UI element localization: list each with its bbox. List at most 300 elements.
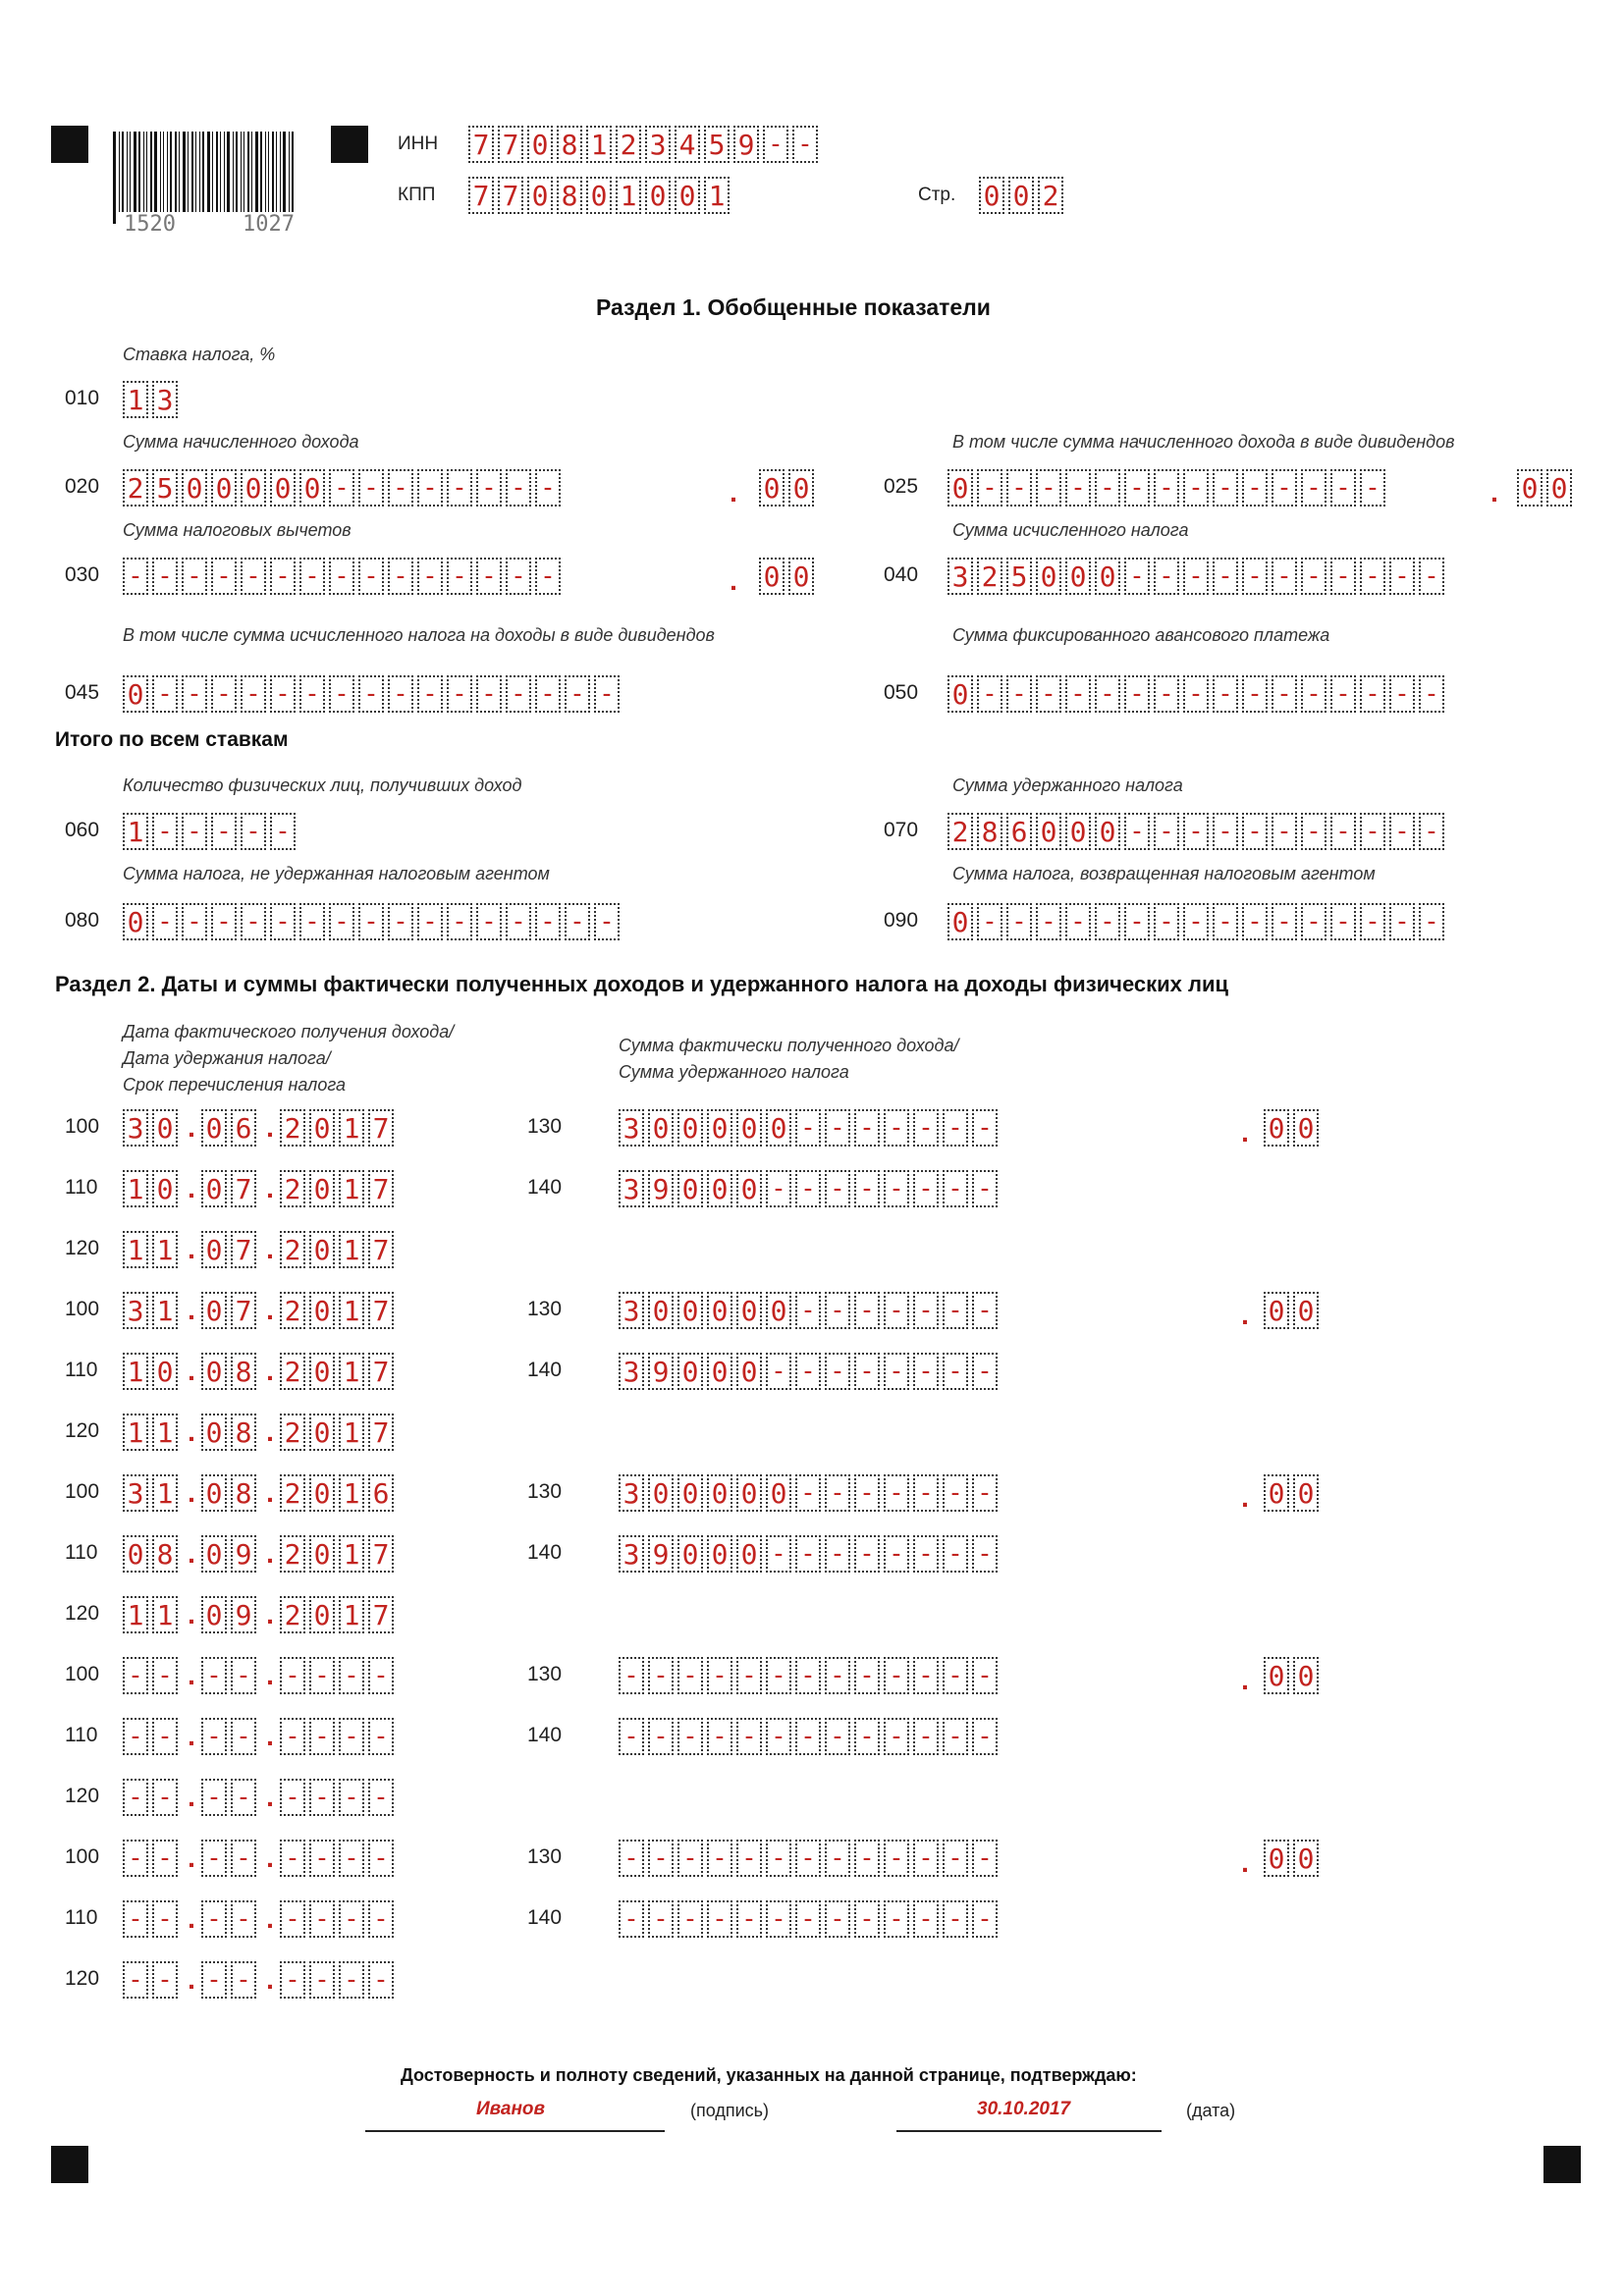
form-cell[interactable]: - <box>943 1900 968 1938</box>
form-cell[interactable]: - <box>1389 558 1415 595</box>
form-cell[interactable]: - <box>707 1900 732 1938</box>
date-cell[interactable]: - <box>368 1840 394 1877</box>
form-cell[interactable]: - <box>1036 469 1061 507</box>
form-cell[interactable]: - <box>736 1900 762 1938</box>
date-cell[interactable]: 7 <box>368 1535 394 1573</box>
date-cell[interactable]: - <box>123 1779 148 1816</box>
form-cell[interactable]: - <box>1124 558 1150 595</box>
form-cell[interactable]: - <box>299 558 325 595</box>
page-number-field[interactable] <box>979 177 1067 214</box>
date-cell[interactable]: 0 <box>201 1231 227 1268</box>
date-cell[interactable]: 0 <box>201 1353 227 1390</box>
form-cell[interactable]: 0 <box>677 1353 703 1390</box>
form-cell[interactable]: - <box>535 469 561 507</box>
form-cell[interactable]: - <box>1301 469 1326 507</box>
form-cell[interactable]: - <box>270 813 296 850</box>
date-cell[interactable]: 0 <box>309 1474 335 1512</box>
form-cell[interactable]: - <box>972 1109 998 1147</box>
form-cell[interactable]: - <box>1154 469 1179 507</box>
form-cell[interactable]: - <box>1124 903 1150 940</box>
form-cell[interactable]: - <box>388 903 413 940</box>
form-cell[interactable]: - <box>766 1718 791 1755</box>
form-cell[interactable]: - <box>1242 469 1268 507</box>
form-cell[interactable]: - <box>884 1900 909 1938</box>
form-cell[interactable]: - <box>677 1840 703 1877</box>
date-field-120[interactable] <box>123 1414 398 1451</box>
form-cell[interactable]: - <box>388 469 413 507</box>
form-cell[interactable]: - <box>648 1718 674 1755</box>
form-cell[interactable]: - <box>535 675 561 713</box>
form-cell[interactable]: - <box>1154 903 1179 940</box>
form-cell[interactable]: 3 <box>947 558 973 595</box>
form-cell[interactable]: - <box>358 469 384 507</box>
form-cell[interactable]: 0 <box>707 1109 732 1147</box>
date-cell[interactable]: - <box>231 1657 256 1694</box>
date-cell[interactable]: - <box>152 1961 178 1999</box>
date-value[interactable]: 30.10.2017 <box>977 2099 1071 2119</box>
date-cell[interactable]: 2 <box>280 1353 305 1390</box>
form-cell[interactable]: - <box>943 1535 968 1573</box>
date-cell[interactable]: 1 <box>123 1170 148 1207</box>
form-cell[interactable]: - <box>329 469 354 507</box>
form-cell[interactable]: - <box>884 1292 909 1329</box>
form-cell[interactable]: - <box>1213 903 1238 940</box>
form-cell[interactable]: - <box>211 558 237 595</box>
date-cell[interactable]: 1 <box>339 1170 364 1207</box>
date-field-120[interactable] <box>123 1596 398 1633</box>
form-cell[interactable]: - <box>152 813 178 850</box>
form-cell[interactable]: - <box>766 1657 791 1694</box>
form-cell[interactable]: - <box>825 1718 850 1755</box>
form-cell[interactable]: 0 <box>1264 1109 1289 1147</box>
form-cell[interactable]: - <box>825 1292 850 1329</box>
form-cell[interactable]: - <box>795 1535 821 1573</box>
date-cell[interactable]: 0 <box>309 1414 335 1451</box>
form-cell[interactable]: - <box>1213 675 1238 713</box>
form-cell[interactable]: - <box>1330 469 1356 507</box>
form-cell[interactable]: - <box>619 1900 644 1938</box>
date-cell[interactable]: 1 <box>123 1231 148 1268</box>
date-cell[interactable]: 1 <box>339 1292 364 1329</box>
form-cell[interactable]: 0 <box>759 558 785 595</box>
form-cell[interactable]: - <box>447 558 472 595</box>
date-cell[interactable]: - <box>280 1718 305 1755</box>
form-cell[interactable]: - <box>1272 469 1297 507</box>
date-field-120[interactable] <box>123 1231 398 1268</box>
form-cell[interactable]: - <box>241 558 266 595</box>
form-cell[interactable]: - <box>299 675 325 713</box>
date-cell[interactable]: - <box>339 1779 364 1816</box>
form-cell[interactable]: 0 <box>788 558 814 595</box>
form-cell[interactable]: 0 <box>947 903 973 940</box>
form-cell[interactable]: - <box>795 1718 821 1755</box>
date-cell[interactable]: 7 <box>368 1414 394 1451</box>
date-cell[interactable]: - <box>280 1840 305 1877</box>
form-cell[interactable]: 0 <box>1065 813 1091 850</box>
form-cell[interactable]: - <box>854 1474 880 1512</box>
date-field-100[interactable] <box>123 1292 398 1329</box>
form-cell[interactable]: 0 <box>979 177 1004 214</box>
form-cell[interactable]: 7 <box>468 177 494 214</box>
form-cell[interactable]: - <box>619 1718 644 1755</box>
form-cell[interactable]: 2 <box>123 469 148 507</box>
date-cell[interactable]: - <box>368 1657 394 1694</box>
form-cell[interactable]: - <box>476 675 502 713</box>
form-cell[interactable]: - <box>825 1353 850 1390</box>
form-cell[interactable]: - <box>972 1474 998 1512</box>
form-cell[interactable]: 0 <box>707 1474 732 1512</box>
form-cell[interactable]: 2 <box>616 126 641 163</box>
date-cell[interactable]: 1 <box>123 1353 148 1390</box>
form-cell[interactable]: - <box>707 1840 732 1877</box>
date-cell[interactable]: 7 <box>368 1170 394 1207</box>
form-cell[interactable]: 0 <box>1293 1657 1319 1694</box>
form-cell[interactable]: 9 <box>733 126 759 163</box>
form-cell[interactable]: 3 <box>152 381 178 418</box>
sum-field-140[interactable] <box>619 1718 1001 1755</box>
form-cell[interactable]: - <box>1330 903 1356 940</box>
form-cell[interactable]: - <box>565 675 590 713</box>
form-cell[interactable]: 0 <box>648 1109 674 1147</box>
form-cell[interactable]: - <box>1272 558 1297 595</box>
form-cell[interactable]: - <box>943 1840 968 1877</box>
form-cell[interactable]: 1 <box>123 381 148 418</box>
sum-decimals-130[interactable] <box>1264 1657 1323 1694</box>
sum-field-130[interactable] <box>619 1109 1001 1147</box>
form-cell[interactable]: - <box>825 1535 850 1573</box>
form-cell[interactable]: - <box>648 1657 674 1694</box>
form-cell[interactable]: - <box>913 1718 939 1755</box>
form-cell[interactable]: - <box>766 1170 791 1207</box>
form-cell[interactable]: - <box>1154 675 1179 713</box>
form-cell[interactable]: - <box>884 1474 909 1512</box>
form-cell[interactable]: - <box>1124 675 1150 713</box>
date-cell[interactable]: 1 <box>339 1353 364 1390</box>
date-cell[interactable]: - <box>152 1840 178 1877</box>
date-cell[interactable]: 0 <box>309 1596 335 1633</box>
date-cell[interactable]: 1 <box>339 1231 364 1268</box>
form-cell[interactable]: - <box>358 903 384 940</box>
form-cell[interactable]: - <box>977 469 1002 507</box>
form-cell[interactable]: 0 <box>211 469 237 507</box>
date-cell[interactable]: - <box>368 1900 394 1938</box>
date-cell[interactable]: 2 <box>280 1535 305 1573</box>
form-cell[interactable]: 0 <box>527 126 553 163</box>
form-cell[interactable]: - <box>299 903 325 940</box>
form-cell[interactable]: - <box>211 675 237 713</box>
form-cell[interactable]: - <box>417 469 443 507</box>
form-cell[interactable]: - <box>677 1718 703 1755</box>
form-cell[interactable]: - <box>1360 813 1385 850</box>
date-cell[interactable]: 0 <box>152 1353 178 1390</box>
date-field-120[interactable] <box>123 1779 398 1816</box>
form-cell[interactable]: - <box>1065 469 1091 507</box>
form-cell[interactable]: - <box>766 1900 791 1938</box>
form-cell[interactable]: 0 <box>677 1292 703 1329</box>
form-cell[interactable]: - <box>1065 903 1091 940</box>
form-cell[interactable]: 7 <box>498 126 523 163</box>
f050-field[interactable] <box>947 675 1448 713</box>
date-field-110[interactable] <box>123 1900 398 1938</box>
form-cell[interactable]: - <box>1095 469 1120 507</box>
form-cell[interactable]: - <box>795 1109 821 1147</box>
date-cell[interactable]: 7 <box>231 1231 256 1268</box>
date-cell[interactable]: - <box>152 1900 178 1938</box>
form-cell[interactable]: 7 <box>498 177 523 214</box>
date-cell[interactable]: 0 <box>201 1292 227 1329</box>
date-cell[interactable]: - <box>339 1900 364 1938</box>
form-cell[interactable]: - <box>736 1840 762 1877</box>
form-cell[interactable]: 0 <box>736 1109 762 1147</box>
form-cell[interactable]: - <box>535 558 561 595</box>
form-cell[interactable]: - <box>417 675 443 713</box>
sum-field-130[interactable] <box>619 1474 1001 1512</box>
date-cell[interactable]: - <box>201 1900 227 1938</box>
form-cell[interactable]: 0 <box>1036 558 1061 595</box>
form-cell[interactable]: - <box>825 1840 850 1877</box>
form-cell[interactable]: - <box>795 1292 821 1329</box>
form-cell[interactable]: - <box>535 903 561 940</box>
form-cell[interactable]: 1 <box>123 813 148 850</box>
date-cell[interactable]: 6 <box>368 1474 394 1512</box>
date-cell[interactable]: - <box>201 1840 227 1877</box>
form-cell[interactable]: - <box>1124 469 1150 507</box>
form-cell[interactable]: 0 <box>123 675 148 713</box>
form-cell[interactable]: - <box>1183 675 1209 713</box>
f030-decimals[interactable] <box>759 558 818 595</box>
form-cell[interactable]: - <box>1183 903 1209 940</box>
date-cell[interactable]: 0 <box>201 1474 227 1512</box>
date-cell[interactable]: 3 <box>123 1109 148 1147</box>
form-cell[interactable]: - <box>913 1657 939 1694</box>
form-cell[interactable]: - <box>825 1657 850 1694</box>
form-cell[interactable]: 0 <box>182 469 207 507</box>
form-cell[interactable]: - <box>241 813 266 850</box>
date-cell[interactable]: 2 <box>280 1596 305 1633</box>
form-cell[interactable]: - <box>766 1840 791 1877</box>
form-cell[interactable]: - <box>913 1170 939 1207</box>
form-cell[interactable]: - <box>417 558 443 595</box>
form-cell[interactable]: - <box>1301 903 1326 940</box>
form-cell[interactable]: - <box>1095 903 1120 940</box>
form-cell[interactable]: - <box>506 903 531 940</box>
date-cell[interactable]: - <box>309 1900 335 1938</box>
form-cell[interactable]: 0 <box>1293 1840 1319 1877</box>
f020-decimals[interactable] <box>759 469 818 507</box>
form-cell[interactable]: - <box>152 675 178 713</box>
form-cell[interactable]: - <box>476 558 502 595</box>
form-cell[interactable]: - <box>447 675 472 713</box>
form-cell[interactable]: - <box>884 1535 909 1573</box>
form-cell[interactable]: 8 <box>557 177 582 214</box>
form-cell[interactable]: - <box>152 558 178 595</box>
form-cell[interactable]: 1 <box>616 177 641 214</box>
form-cell[interactable]: - <box>241 675 266 713</box>
date-cell[interactable]: 8 <box>152 1535 178 1573</box>
form-cell[interactable]: - <box>854 1170 880 1207</box>
date-cell[interactable]: 0 <box>201 1170 227 1207</box>
form-cell[interactable]: 3 <box>619 1170 644 1207</box>
form-cell[interactable]: - <box>825 1900 850 1938</box>
date-field-100[interactable] <box>123 1840 398 1877</box>
form-cell[interactable]: - <box>766 1353 791 1390</box>
form-cell[interactable]: 0 <box>707 1292 732 1329</box>
form-cell[interactable]: 3 <box>619 1292 644 1329</box>
form-cell[interactable]: - <box>1419 558 1444 595</box>
form-cell[interactable]: - <box>736 1718 762 1755</box>
form-cell[interactable]: - <box>1272 675 1297 713</box>
f025-decimals[interactable] <box>1517 469 1576 507</box>
date-cell[interactable]: - <box>201 1718 227 1755</box>
form-cell[interactable]: - <box>795 1353 821 1390</box>
form-cell[interactable]: - <box>825 1170 850 1207</box>
date-cell[interactable]: 7 <box>368 1292 394 1329</box>
form-cell[interactable]: 0 <box>1264 1840 1289 1877</box>
form-cell[interactable]: - <box>884 1170 909 1207</box>
form-cell[interactable]: - <box>972 1535 998 1573</box>
form-cell[interactable]: 0 <box>707 1353 732 1390</box>
form-cell[interactable]: 1 <box>704 177 730 214</box>
form-cell[interactable]: - <box>447 469 472 507</box>
form-cell[interactable]: - <box>270 903 296 940</box>
date-cell[interactable]: - <box>368 1779 394 1816</box>
form-cell[interactable]: - <box>884 1109 909 1147</box>
f070-field[interactable] <box>947 813 1448 850</box>
date-cell[interactable]: - <box>309 1779 335 1816</box>
date-cell[interactable]: - <box>152 1779 178 1816</box>
form-cell[interactable]: - <box>792 126 818 163</box>
form-cell[interactable]: - <box>1213 813 1238 850</box>
form-cell[interactable]: - <box>1330 675 1356 713</box>
f020-field[interactable] <box>123 469 565 507</box>
date-cell[interactable]: 1 <box>123 1414 148 1451</box>
form-cell[interactable]: - <box>913 1109 939 1147</box>
form-cell[interactable]: - <box>1330 813 1356 850</box>
form-cell[interactable]: - <box>913 1535 939 1573</box>
date-cell[interactable]: 2 <box>280 1474 305 1512</box>
form-cell[interactable]: - <box>329 903 354 940</box>
sum-decimals-130[interactable] <box>1264 1474 1323 1512</box>
form-cell[interactable]: 8 <box>557 126 582 163</box>
form-cell[interactable]: - <box>648 1900 674 1938</box>
form-cell[interactable]: 0 <box>299 469 325 507</box>
form-cell[interactable]: - <box>972 1353 998 1390</box>
date-cell[interactable]: 1 <box>339 1474 364 1512</box>
date-cell[interactable]: 9 <box>231 1535 256 1573</box>
form-cell[interactable]: 0 <box>648 1474 674 1512</box>
form-cell[interactable]: - <box>1183 558 1209 595</box>
date-cell[interactable]: 0 <box>201 1596 227 1633</box>
form-cell[interactable]: - <box>884 1840 909 1877</box>
form-cell[interactable]: - <box>182 813 207 850</box>
date-cell[interactable]: - <box>309 1961 335 1999</box>
form-cell[interactable]: - <box>1036 675 1061 713</box>
date-field-100[interactable] <box>123 1657 398 1694</box>
form-cell[interactable]: - <box>854 1353 880 1390</box>
form-cell[interactable]: - <box>1272 813 1297 850</box>
f040-field[interactable] <box>947 558 1448 595</box>
date-cell[interactable]: 0 <box>309 1231 335 1268</box>
form-cell[interactable]: 0 <box>1264 1657 1289 1694</box>
form-cell[interactable]: - <box>417 903 443 940</box>
date-cell[interactable]: 0 <box>201 1109 227 1147</box>
date-cell[interactable]: 1 <box>152 1596 178 1633</box>
date-cell[interactable]: 0 <box>123 1535 148 1573</box>
date-cell[interactable]: - <box>123 1840 148 1877</box>
form-cell[interactable]: - <box>1242 558 1268 595</box>
date-cell[interactable]: 2 <box>280 1292 305 1329</box>
form-cell[interactable]: - <box>884 1353 909 1390</box>
form-cell[interactable]: - <box>795 1170 821 1207</box>
date-cell[interactable]: - <box>123 1961 148 1999</box>
f025-field[interactable] <box>947 469 1389 507</box>
signature-value[interactable]: Иванов <box>476 2099 546 2119</box>
form-cell[interactable]: - <box>1213 558 1238 595</box>
form-cell[interactable]: - <box>1301 558 1326 595</box>
form-cell[interactable]: - <box>565 903 590 940</box>
form-cell[interactable]: - <box>677 1657 703 1694</box>
date-cell[interactable]: 1 <box>339 1535 364 1573</box>
date-cell[interactable]: - <box>368 1961 394 1999</box>
date-cell[interactable]: 7 <box>231 1292 256 1329</box>
form-cell[interactable]: - <box>1242 813 1268 850</box>
form-cell[interactable]: 0 <box>586 177 612 214</box>
form-cell[interactable]: - <box>913 1474 939 1512</box>
date-cell[interactable]: 1 <box>152 1474 178 1512</box>
form-cell[interactable]: - <box>736 1657 762 1694</box>
form-cell[interactable]: - <box>972 1900 998 1938</box>
form-cell[interactable]: - <box>707 1657 732 1694</box>
date-cell[interactable]: 0 <box>152 1109 178 1147</box>
form-cell[interactable]: 9 <box>648 1535 674 1573</box>
date-cell[interactable]: 7 <box>368 1109 394 1147</box>
form-cell[interactable]: 0 <box>675 177 700 214</box>
form-cell[interactable]: - <box>1389 813 1415 850</box>
form-cell[interactable]: 0 <box>645 177 671 214</box>
form-cell[interactable]: - <box>594 903 620 940</box>
date-cell[interactable]: 7 <box>368 1231 394 1268</box>
form-cell[interactable]: - <box>1036 903 1061 940</box>
form-cell[interactable]: - <box>1301 675 1326 713</box>
form-cell[interactable]: - <box>943 1657 968 1694</box>
form-cell[interactable]: 6 <box>1006 813 1032 850</box>
date-cell[interactable]: - <box>280 1779 305 1816</box>
form-cell[interactable]: - <box>476 469 502 507</box>
form-cell[interactable]: - <box>1301 813 1326 850</box>
form-cell[interactable]: - <box>1419 813 1444 850</box>
form-cell[interactable]: - <box>943 1170 968 1207</box>
form-cell[interactable]: 3 <box>619 1353 644 1390</box>
date-cell[interactable]: 0 <box>152 1170 178 1207</box>
form-cell[interactable]: - <box>972 1170 998 1207</box>
form-cell[interactable]: 8 <box>977 813 1002 850</box>
form-cell[interactable]: - <box>972 1718 998 1755</box>
form-cell[interactable]: - <box>182 558 207 595</box>
date-cell[interactable]: - <box>339 1657 364 1694</box>
form-cell[interactable]: 5 <box>152 469 178 507</box>
form-cell[interactable]: - <box>854 1657 880 1694</box>
form-cell[interactable]: - <box>648 1840 674 1877</box>
date-cell[interactable]: 1 <box>152 1414 178 1451</box>
form-cell[interactable]: - <box>358 558 384 595</box>
form-cell[interactable]: - <box>707 1718 732 1755</box>
f080-field[interactable] <box>123 903 623 940</box>
form-cell[interactable]: 4 <box>675 126 700 163</box>
form-cell[interactable]: 0 <box>1517 469 1543 507</box>
form-cell[interactable]: - <box>1154 558 1179 595</box>
form-cell[interactable]: - <box>329 558 354 595</box>
form-cell[interactable]: - <box>763 126 788 163</box>
